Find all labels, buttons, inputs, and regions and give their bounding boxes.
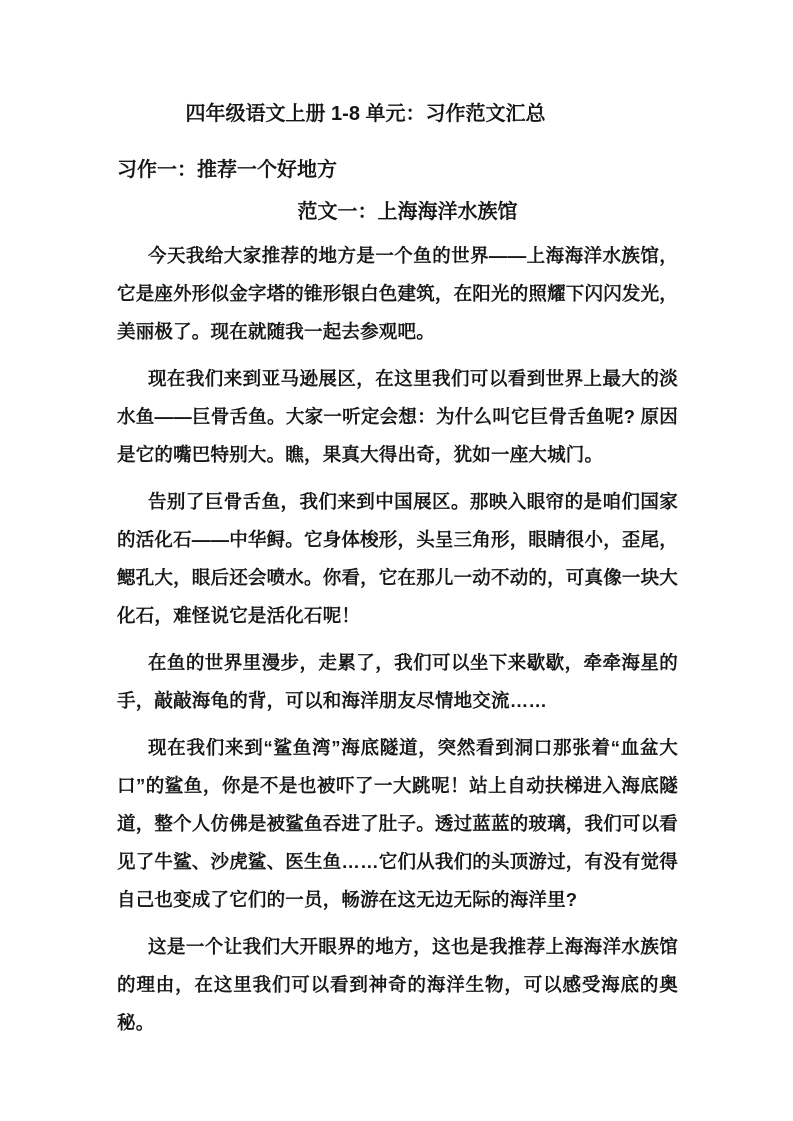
essay-paragraph	[117, 483, 678, 635]
essay-line: 水鱼——巨骨舌鱼。大家一听定会想：为什么叫它巨骨舌鱼呢? 原因	[117, 406, 678, 427]
essay-body	[117, 237, 678, 1042]
essay-paragraph	[117, 237, 678, 351]
essay-line: 手，敲敲海龟的背，可以和海洋朋友尽情地交流……	[117, 690, 548, 711]
document-title: 四年级语文上册 1-8 单元：习作范文汇总	[185, 103, 546, 125]
essay-heading: 范文一：上海海洋水族馆	[297, 201, 518, 223]
section-heading: 习作一：推荐一个好地方	[117, 159, 337, 181]
essay-paragraph	[117, 729, 678, 919]
essay-line: 美丽极了。现在就随我一起去参观吧。	[117, 321, 435, 342]
essay-paragraph	[117, 928, 678, 1042]
essay-line: 这是一个让我们大开眼界的地方，这也是我推荐上海海洋水族馆	[148, 936, 678, 957]
essay-line: 是它的嘴巴特别大。瞧，果真大得出奇，犹如一座大城门。	[117, 444, 604, 465]
essay-line: 今天我给大家推荐的地方是一个鱼的世界——上海海洋水族馆，	[148, 245, 678, 266]
essay-paragraph	[117, 644, 678, 720]
essay-line: 在鱼的世界里漫步，走累了，我们可以坐下来歇歇，牵牵海星的	[148, 652, 678, 673]
essay-line: 鳃孔大，眼后还会喷水。你看，它在那儿一动不动的，可真像一块大	[117, 567, 679, 588]
essay-line: 它是座外形似金字塔的锥形银白色建筑，在阳光的照耀下闪闪发光，	[117, 283, 679, 304]
essay-line: 口”的鲨鱼，你是不是也被吓了一大跳呢！站上自动扶梯进入海底隧	[117, 775, 678, 796]
essay-line: 见了牛鲨、沙虎鲨、医生鱼……它们从我们的头顶游过，有没有觉得	[117, 851, 679, 872]
essay-line: 现在我们来到“鲨鱼湾”海底隧道，突然看到洞口那张着“血盆大	[148, 737, 678, 758]
essay-line: 的活化石——中华鲟。它身体梭形，头呈三角形，眼睛很小，歪尾，	[117, 529, 679, 550]
essay-line: 告别了巨骨舌鱼，我们来到中国展区。那映入眼帘的是咱们国家	[148, 491, 678, 512]
essay-line: 现在我们来到亚马逊展区，在这里我们可以看到世界上最大的淡	[148, 368, 678, 389]
essay-line: 道，整个人仿佛是被鲨鱼吞进了肚子。透过蓝蓝的玻璃，我们可以看	[117, 813, 679, 834]
essay-paragraph	[117, 360, 678, 474]
essay-line: 自己也变成了它们的一员，畅游在这无边无际的海洋里?	[117, 889, 578, 910]
essay-line: 化石，难怪说它是活化石呢！	[117, 605, 361, 626]
essay-line: 的理由，在这里我们可以看到神奇的海洋生物，可以感受海底的奥秘。	[117, 974, 678, 1033]
